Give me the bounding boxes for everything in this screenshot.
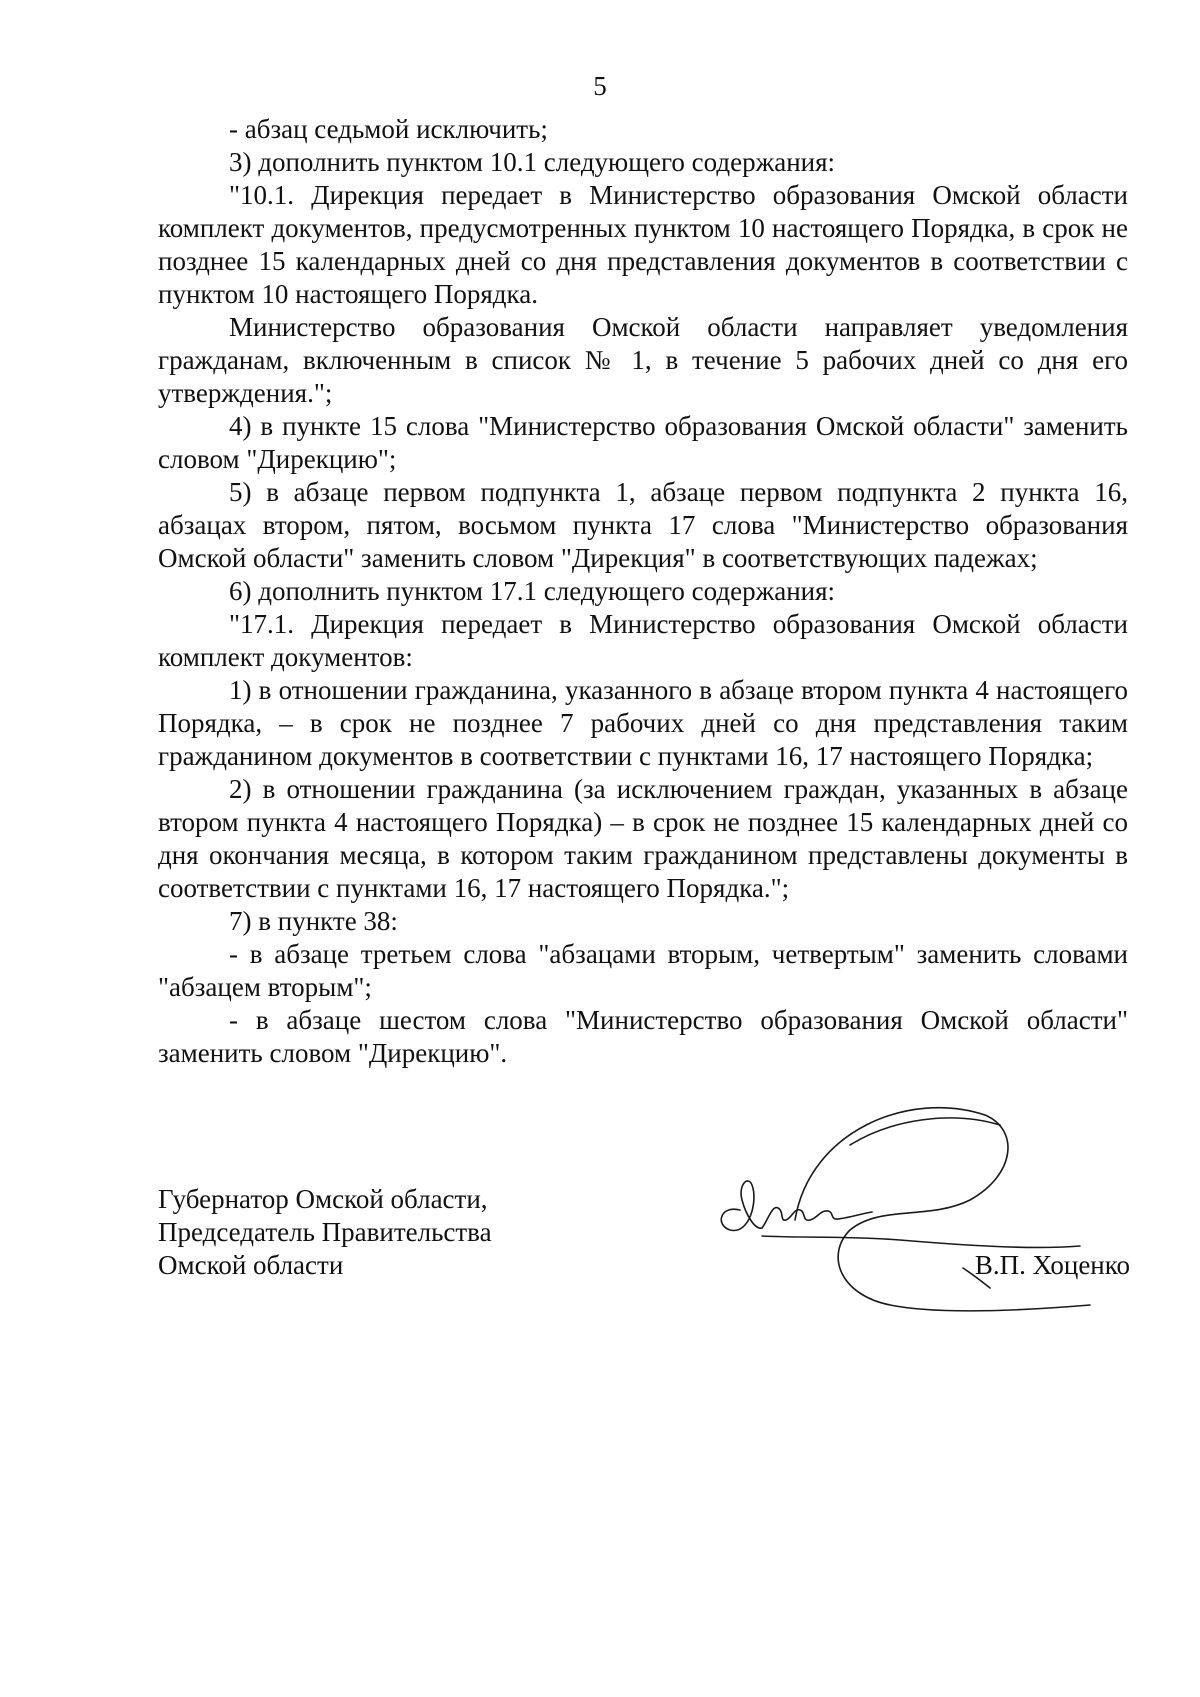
paragraph: 2) в отношении гражданина (за исключением граждан, указанных в абзаце втором пункта 4 настоящего Порядка) – в срок не позднее 15 календарных дней со дня окончания месяца, в котором таким гражданином представлены документы в соответствии с пунктами 16, 17 настоящего Порядка."; <box>158 774 1128 903</box>
paragraph: 5) в абзаце первом подпункта 1, абзаце первом подпункта 2 пункта 16, абзацах втором, пятом, восьмом пункта 17 слова "Министерство образования Омской области" заменить словом "Дирекция" в соответствующих падежах; <box>158 477 1128 573</box>
paragraph: - в абзаце шестом слова "Министерство образования Омской области" заменить словом "Дирекцию". <box>158 1005 1128 1068</box>
paragraph: 6) дополнить пунктом 17.1 следующего содержания: <box>229 576 836 606</box>
signatory-position-line: Председатель Правительства <box>158 1217 492 1247</box>
paragraph: - в абзаце третьем слова "абзацами вторым, четвертым" заменить словами "абзацем вторым"; <box>158 939 1128 1002</box>
signatory-position <box>158 1183 718 1282</box>
document-body <box>158 113 1128 1070</box>
page-number: 5 <box>593 71 607 101</box>
paragraph: 7) в пункте 38: <box>229 906 398 936</box>
paragraph: Министерство образования Омской области направляет уведомления гражданам, включенным в список № 1, в течение 5 рабочих дней со дня его утверждения."; <box>158 312 1128 408</box>
paragraph: 1) в отношении гражданина, указанного в абзаце втором пункта 4 настоящего Порядка, – в срок не позднее 7 рабочих дней со дня представления таким гражданином документов в соответствии с пунктами 16, 17 настоящего Порядка; <box>158 675 1128 771</box>
signatory-position-line: Губернатор Омской области, <box>158 1184 488 1214</box>
paragraph: "10.1. Дирекция передает в Министерство образования Омской области комплект документов, предусмотренных пунктом 10 настоящего Порядка, в срок не позднее 15 календарных дней со дня представления документов в соответствии с пунктом 10 настоящего Порядка. <box>158 180 1128 309</box>
paragraph: - абзац седьмой исключить; <box>229 114 548 144</box>
paragraph: "17.1. Дирекция передает в Министерство образования Омской области комплект документов: <box>158 609 1128 672</box>
signatory-position-line: Омской области <box>158 1250 344 1280</box>
signatory-name: В.П. Хоценко <box>974 1250 1130 1280</box>
paragraph: 3) дополнить пунктом 10.1 следующего содержания: <box>229 147 836 177</box>
paragraph: 4) в пункте 15 слова "Министерство образования Омской области" заменить словом "Дирекцию"; <box>158 411 1128 474</box>
handwritten-signature <box>700 1090 1120 1330</box>
